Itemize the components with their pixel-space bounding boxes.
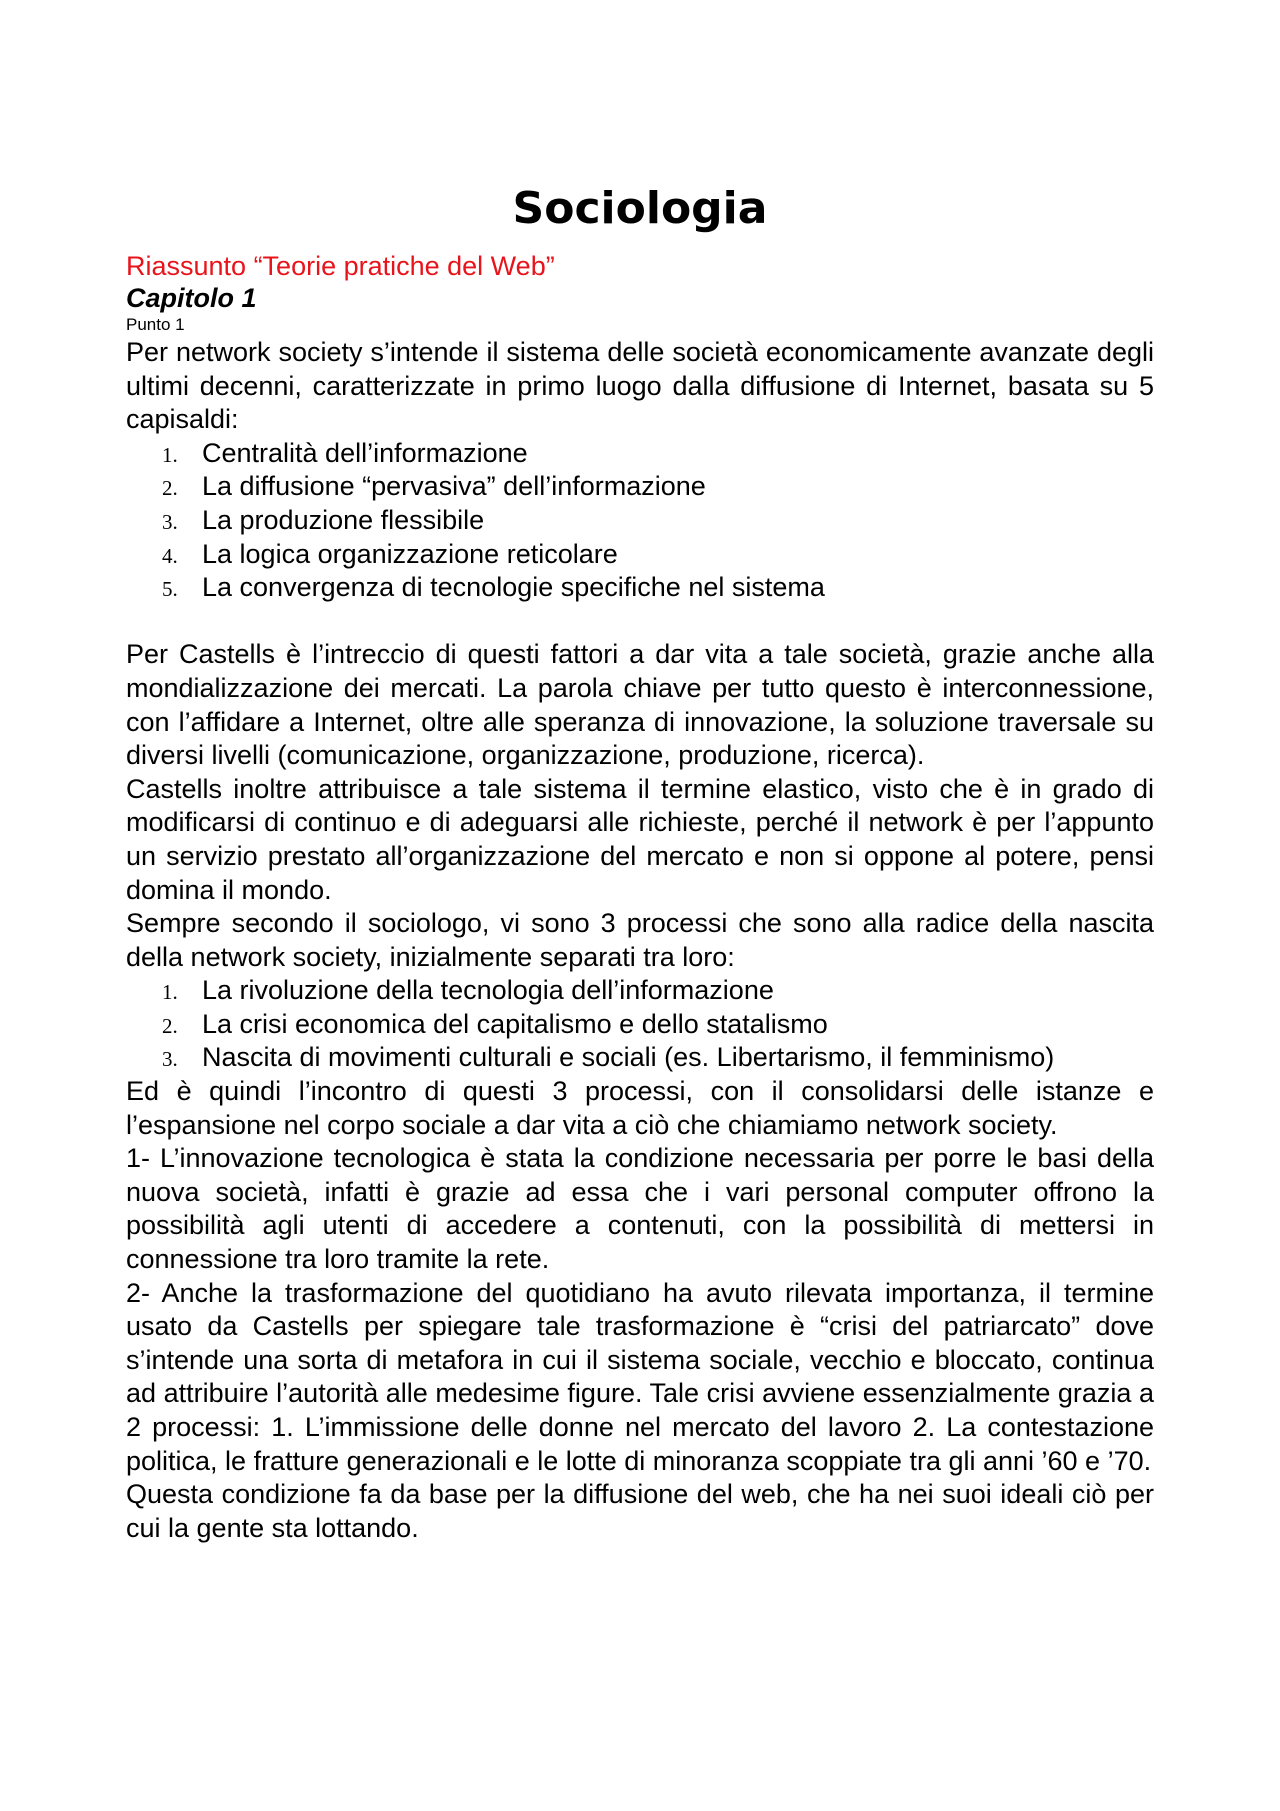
chapter-heading: Capitolo 1 xyxy=(126,283,257,313)
paragraph-condizione: Questa condizione fa da base per la diffusione del web, che ha nei suoi ideali ciò per cui la gente sta lottando. xyxy=(126,1479,1154,1543)
list-item xyxy=(126,470,1154,504)
list-text: Centralità dell’informazione xyxy=(202,437,528,468)
list-number: 3. xyxy=(162,1047,178,1072)
list-text: La rivoluzione della tecnologia dell’informazione xyxy=(202,975,774,1006)
list-item xyxy=(126,504,1154,538)
paragraph-innovazione: 1- L’innovazione tecnologica è stata la condizione necessaria per porre le basi della nuova società, infatti è grazie ad essa che i vari personal computer offrono la possibilità agli utenti di accedere a contenuti, con la possibilità di mettersi in connessione tra loro tramite la rete. xyxy=(126,1143,1154,1275)
list-number: 2. xyxy=(162,476,178,501)
pillars-list xyxy=(126,437,1154,605)
document-subtitle: Riassunto “Teorie pratiche del Web” xyxy=(126,251,555,281)
list-text: Nascita di movimenti culturali e sociali (es. Libertarismo, il femminismo) xyxy=(202,1042,1055,1073)
paragraph-tre-processi: Sempre secondo il sociologo, vi sono 3 processi che sono alla radice della nascita della network society, inizialmente separati tra loro: xyxy=(126,908,1154,972)
document-content xyxy=(126,182,1154,1545)
blank-line xyxy=(126,605,1154,639)
intro-paragraph: Per network society s’intende il sistema delle società economicamente avanzate degli ultimi decenni, caratterizzate in primo luogo dalla diffusione di Internet, basata su 5 capisaldi: xyxy=(126,337,1154,435)
document-title: Sociologia xyxy=(512,183,768,234)
list-item xyxy=(126,1041,1154,1075)
list-number: 3. xyxy=(162,509,178,534)
list-number: 5. xyxy=(162,577,178,602)
list-item xyxy=(126,538,1154,572)
list-text: La crisi economica del capitalismo e dello statalismo xyxy=(202,1008,828,1039)
list-item xyxy=(126,437,1154,471)
list-number: 1. xyxy=(162,980,178,1005)
list-number: 2. xyxy=(162,1013,178,1038)
paragraph-castells-elastico: Castells inoltre attribuisce a tale sistema il termine elastico, visto che è in grado di modificarsi di continuo e di adeguarsi alle richieste, perché il network è per l’appunto un servizio prestato all’organizzazione del mercato e non si oppone al potere, pensi domina il mondo. xyxy=(126,773,1154,905)
list-item xyxy=(126,571,1154,605)
paragraph-castells-intreccio: Per Castells è l’intreccio di questi fattori a dar vita a tale società, grazie anche alla mondializzazione dei mercati. La parola chiave per tutto questo è interconnessione, con l’affidare a Internet, oltre alle speranza di innovazione, la soluzione traversale su diversi livelli (comunicazione, organizzazione, produzione, ricerca). xyxy=(126,639,1154,771)
paragraph-trasformazione: 2- Anche la trasformazione del quotidiano ha avuto rilevata importanza, il termine usato da Castells per spiegare tale trasformazione è “crisi del patriarcato” dove s’intende una sorta di metafora in cui il sistema sociale, vecchio e bloccato, continua ad attribuire l’autorità alle medesime figure. Tale crisi avviene essenzialmente grazia a 2 processi: 1. L’immissione delle donne nel mercato del lavoro 2. La contestazione politica, le fratture generazionali e le lotte di minoranza scoppiate tra gli anni ’60 e ’70. xyxy=(126,1277,1154,1476)
list-number: 4. xyxy=(162,543,178,568)
section-label: Punto 1 xyxy=(126,315,185,334)
list-text: La diffusione “pervasiva” dell’informazione xyxy=(202,471,706,502)
list-text: La produzione flessibile xyxy=(202,504,485,535)
list-number: 1. xyxy=(162,442,178,467)
processes-list xyxy=(126,974,1154,1075)
list-item xyxy=(126,974,1154,1008)
paragraph-incontro: Ed è quindi l’incontro di questi 3 processi, con il consolidarsi delle istanze e l’espansione nel corpo sociale a dar vita a ciò che chiamiamo network society. xyxy=(126,1076,1154,1140)
list-item xyxy=(126,1008,1154,1042)
list-text: La convergenza di tecnologie specifiche nel sistema xyxy=(202,572,825,603)
list-text: La logica organizzazione reticolare xyxy=(202,538,618,569)
